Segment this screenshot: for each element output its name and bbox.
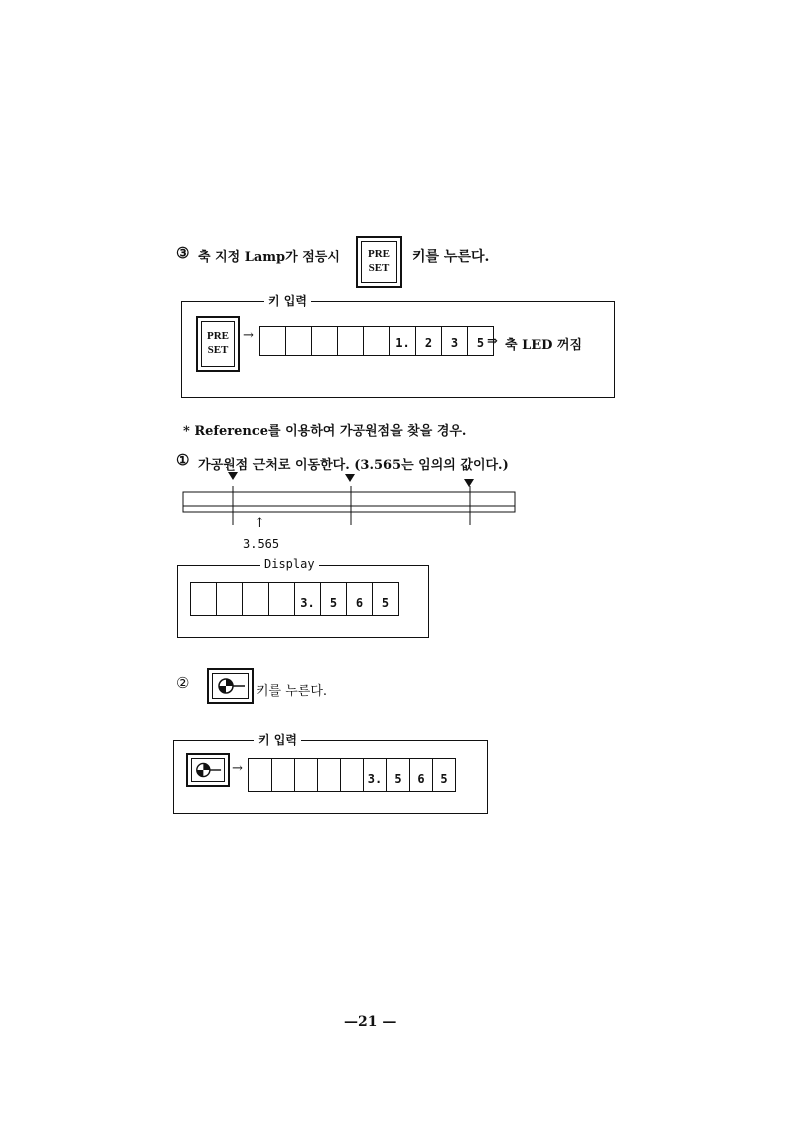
reference-marker-3 <box>464 479 474 487</box>
input-arrow-1: → <box>243 328 254 343</box>
reference-target-icon <box>194 760 222 780</box>
cell: 6 <box>346 582 373 616</box>
cell: 2 <box>415 326 442 356</box>
preset-key <box>356 236 402 288</box>
reference-marker-2 <box>345 474 355 482</box>
step2-text: 키를 누른다. <box>256 684 328 699</box>
cell <box>259 326 286 356</box>
cell: 5 <box>320 582 347 616</box>
reference-key-input <box>186 753 230 787</box>
cell: 6 <box>409 758 433 792</box>
reference-key <box>207 668 254 704</box>
result-arrow: ⇒ <box>487 334 498 349</box>
cell: 1. <box>389 326 416 356</box>
cell <box>268 582 295 616</box>
preset-key-line1: PRE <box>368 248 390 261</box>
preset-key-line2: SET <box>368 262 390 274</box>
cell: 3. <box>363 758 387 792</box>
preset-key-input-line1: PRE <box>207 330 229 343</box>
cell <box>248 758 272 792</box>
step3-text-before: 축 지정 Lamp가 점등시 <box>198 250 340 265</box>
pointer-arrow: ↑ <box>254 516 265 531</box>
cell <box>242 582 269 616</box>
page-number: —21 — <box>344 1014 397 1030</box>
cell <box>216 582 243 616</box>
step1-number: ① <box>176 451 190 469</box>
reference-heading: * Reference를 이용하여 가공원점을 찾을 경우. <box>183 424 467 439</box>
key-input-legend-2: 키 입력 <box>254 731 301 748</box>
cell <box>317 758 341 792</box>
cell: 5 <box>432 758 456 792</box>
reference-marker-1 <box>228 472 238 480</box>
cell <box>363 326 390 356</box>
key-input-cells-1 <box>259 326 493 356</box>
step1-text: 가공원점 근처로 이동한다. (3.565는 임의의 값이다.) <box>198 458 509 473</box>
cell: 3 <box>441 326 468 356</box>
pointer-value: 3.565 <box>243 537 280 551</box>
input-arrow-2: → <box>232 761 243 776</box>
display-legend: Display <box>260 557 319 571</box>
cell <box>285 326 312 356</box>
key-input-legend-1: 키 입력 <box>264 292 311 309</box>
cell <box>190 582 217 616</box>
cell <box>271 758 295 792</box>
preset-key-input-line2: SET <box>207 344 229 356</box>
display-cells <box>190 582 398 616</box>
result-text: 축 LED 꺼짐 <box>505 338 583 353</box>
cell <box>294 758 318 792</box>
cell: 5 <box>386 758 410 792</box>
step3-text-after: 키를 누른다. <box>412 249 490 265</box>
step3-number: ③ <box>176 244 190 262</box>
cell: 5 <box>467 326 494 356</box>
preset-key-input <box>196 316 240 372</box>
key-input-cells-2 <box>248 758 455 792</box>
cell <box>340 758 364 792</box>
cell: 5 <box>372 582 399 616</box>
cell <box>311 326 338 356</box>
cell: 3. <box>294 582 321 616</box>
step2-number: ② <box>176 674 190 692</box>
reference-target-icon <box>216 676 246 696</box>
cell <box>337 326 364 356</box>
